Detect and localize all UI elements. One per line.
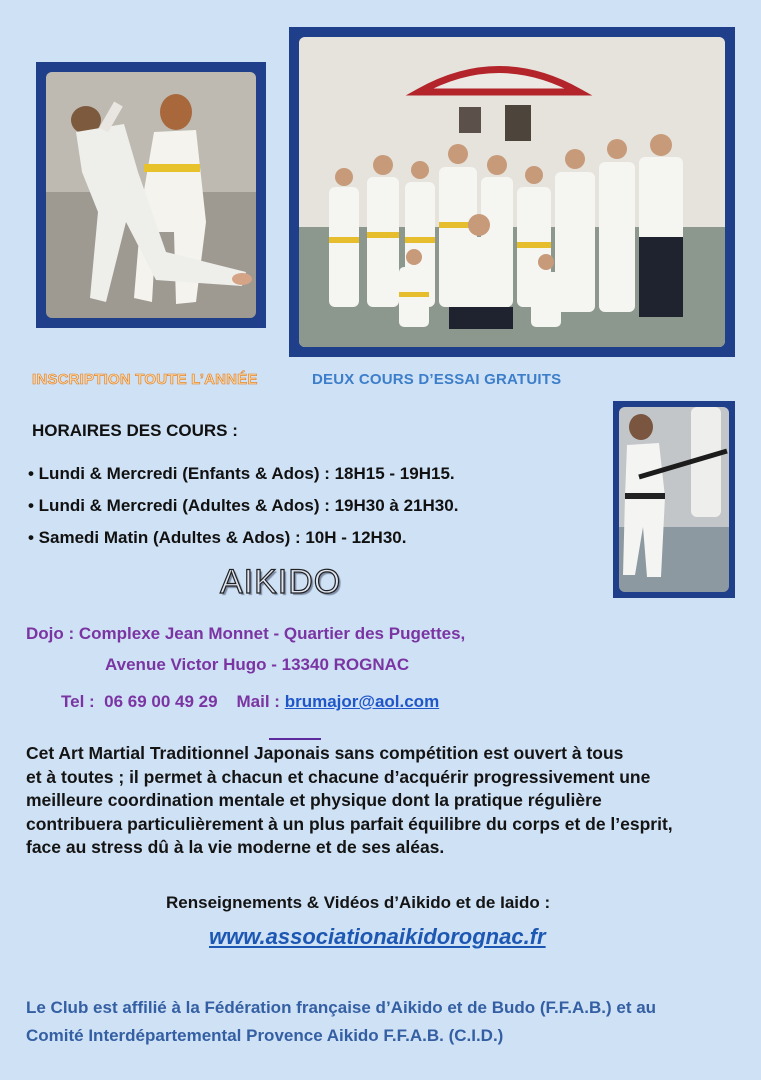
photo-image	[46, 72, 256, 318]
description-line: et à toutes ; il permet à chacun et chacune d’acquérir progressivement une	[26, 766, 651, 787]
page-title: AIKIDO	[220, 563, 342, 601]
photo-image	[619, 407, 729, 592]
mail-label: Mail :	[236, 692, 280, 711]
description	[26, 742, 726, 860]
photo-judo-throw	[36, 62, 266, 328]
dojo-address-line1: Dojo : Complexe Jean Monnet - Quartier des Pugettes,	[26, 624, 466, 643]
tel-number: 06 69 00 49 29	[104, 692, 218, 711]
info-videos-label: Renseignements & Vidéos d’Aikido et de Iaido :	[166, 893, 551, 912]
divider	[269, 738, 321, 740]
schedule-item: • Samedi Matin (Adultes & Ados) : 10H - 12H30.	[28, 528, 407, 547]
description-line: contribuera particulièrement à un plus parfait équilibre du corps et de l’esprit,	[26, 813, 673, 834]
schedule-title: HORAIRES DES COURS :	[32, 421, 238, 440]
photo-illustration	[619, 407, 729, 592]
club-line: Comité Interdépartemental Provence Aikido F.F.A.B. (C.I.D.)	[26, 1026, 504, 1045]
description-line: meilleure coordination mentale et physique dont la pratique régulière	[26, 790, 602, 810]
description-line: face au stress dû à la vie moderne et de ses aléas.	[26, 837, 445, 857]
schedule-item: • Lundi & Mercredi (Enfants & Ados) : 18H15 - 19H15.	[28, 464, 455, 483]
mail-link[interactable]: brumajor@aol.com	[284, 692, 440, 711]
photo-image	[299, 37, 725, 347]
photo-child-sword	[613, 401, 735, 598]
photo-group	[289, 27, 735, 357]
schedule-item: • Lundi & Mercredi (Adultes & Ados) : 19H30 à 21H30.	[28, 496, 459, 515]
free-trial-banner: DEUX COURS D’ESSAI GRATUITS	[312, 371, 562, 388]
photo-illustration	[46, 72, 256, 318]
dojo-address-line2: Avenue Victor Hugo - 13340 ROGNAC	[105, 655, 410, 674]
photo-illustration	[299, 37, 725, 347]
description-line: Cet Art Martial Traditionnel Japonais sans compétition est ouvert à tous	[26, 743, 624, 763]
contact-line	[61, 692, 439, 712]
tel-label: Tel :	[61, 692, 95, 711]
club-line: Le Club est affilié à la Fédération française d’Aikido et de Budo (F.F.A.B.) et au	[26, 998, 657, 1017]
website-link[interactable]: www.associationaikidorognac.fr	[209, 924, 546, 949]
club-affiliation	[26, 994, 746, 1050]
inscription-banner: INSCRIPTION TOUTE L’ANNÉE	[32, 371, 258, 388]
